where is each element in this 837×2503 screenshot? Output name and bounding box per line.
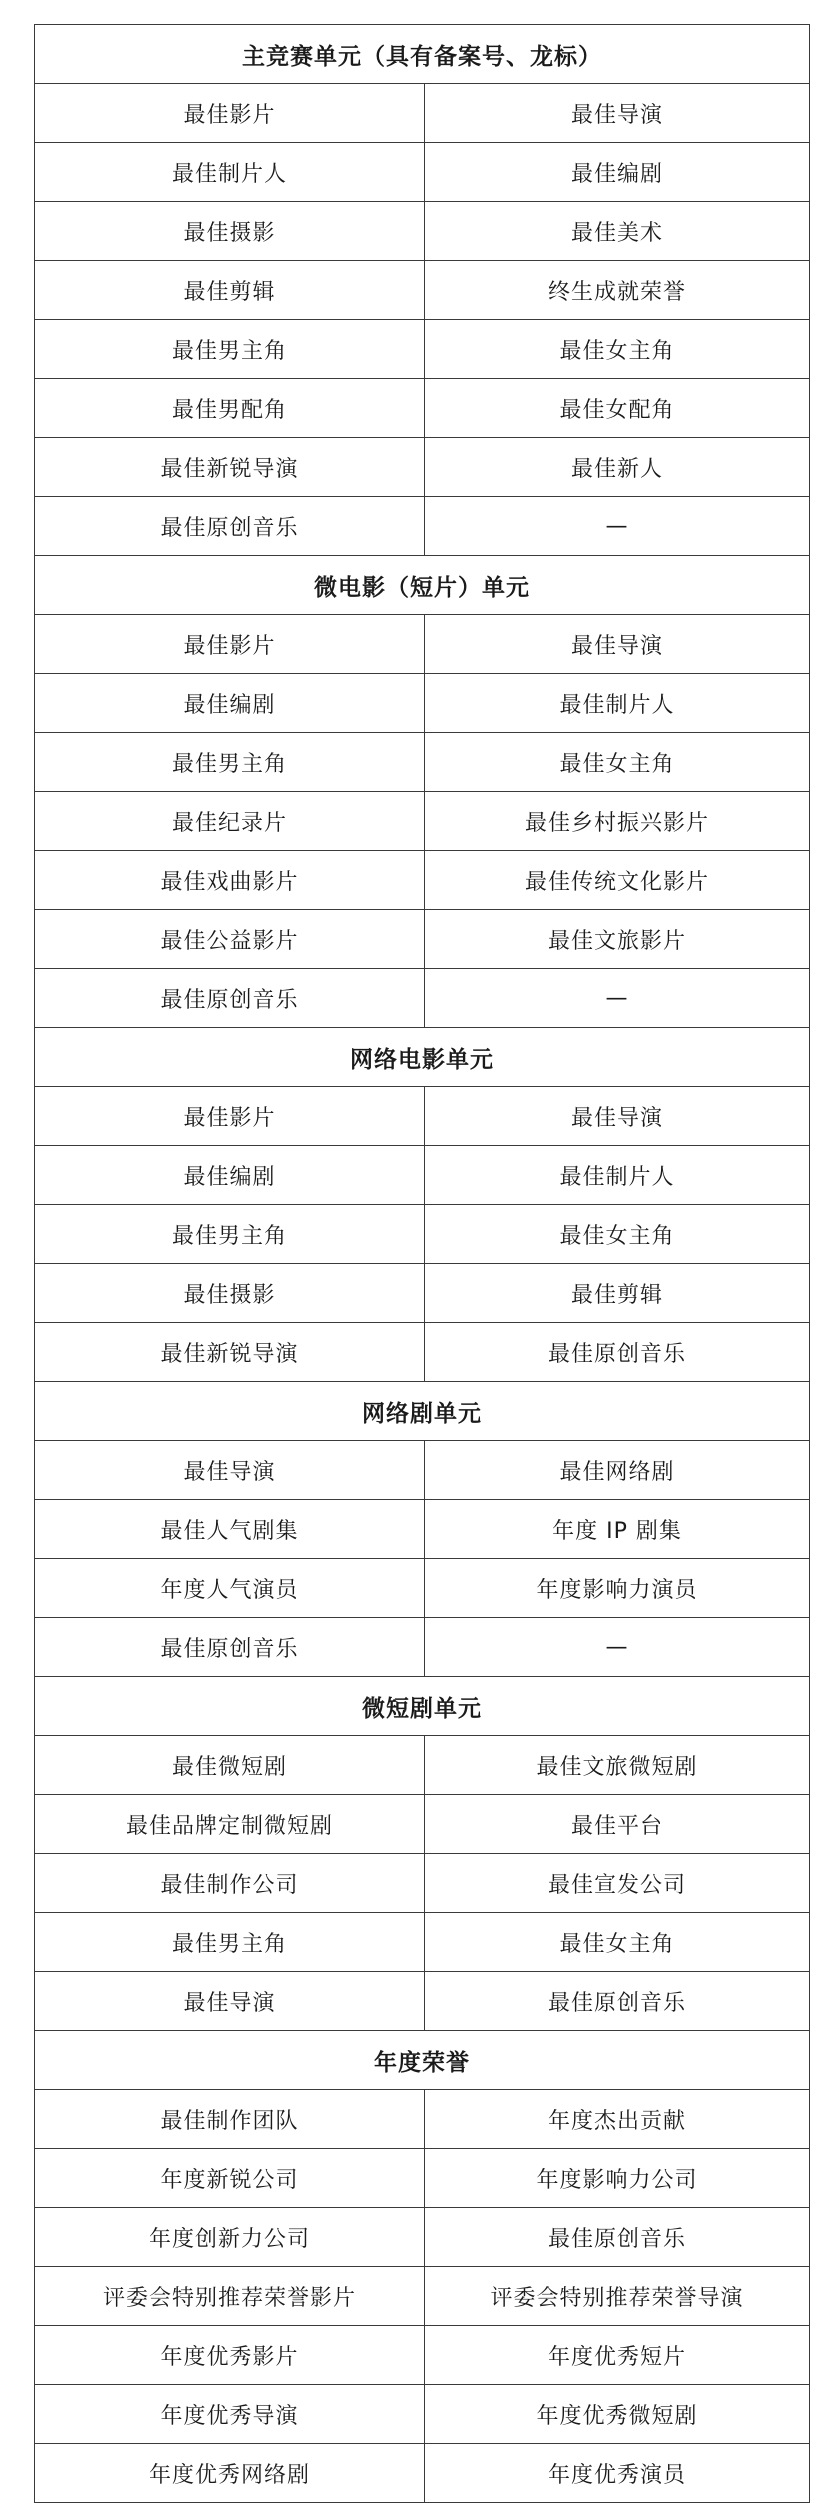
section-header-row <box>35 25 810 84</box>
award-name-right: 年度优秀微短剧 <box>425 2385 810 2444</box>
award-name-right: 年度杰出贡献 <box>425 2090 810 2149</box>
award-name-right: 年度影响力公司 <box>425 2149 810 2208</box>
award-name-left: 年度优秀网络剧 <box>35 2444 425 2503</box>
award-name-right: 最佳导演 <box>425 615 810 674</box>
award-name-left: 最佳新锐导演 <box>35 1323 425 1382</box>
award-row <box>35 1323 810 1382</box>
award-name-left: 最佳摄影 <box>35 202 425 261</box>
award-name-left: 最佳原创音乐 <box>35 497 425 556</box>
award-row <box>35 84 810 143</box>
award-name-right: 最佳制片人 <box>425 1146 810 1205</box>
awards-table <box>34 24 810 2503</box>
award-name-left: 最佳影片 <box>35 615 425 674</box>
award-name-left: 最佳男主角 <box>35 320 425 379</box>
award-name-right: 最佳导演 <box>425 84 810 143</box>
award-name-right: 最佳女主角 <box>425 320 810 379</box>
award-name-right: 最佳平台 <box>425 1795 810 1854</box>
award-name-left: 最佳制作团队 <box>35 2090 425 2149</box>
award-name-left: 最佳剪辑 <box>35 261 425 320</box>
award-row <box>35 143 810 202</box>
award-name-right: 最佳女主角 <box>425 733 810 792</box>
award-name-left: 年度新锐公司 <box>35 2149 425 2208</box>
award-name-right: 最佳宣发公司 <box>425 1854 810 1913</box>
award-name-right: 最佳乡村振兴影片 <box>425 792 810 851</box>
award-row <box>35 202 810 261</box>
award-row <box>35 969 810 1028</box>
award-name-left: 评委会特别推荐荣誉影片 <box>35 2267 425 2326</box>
award-name-left: 最佳原创音乐 <box>35 1618 425 1677</box>
award-row <box>35 1205 810 1264</box>
award-row <box>35 1972 810 2031</box>
award-name-right: 最佳原创音乐 <box>425 1972 810 2031</box>
award-name-left: 最佳男主角 <box>35 1205 425 1264</box>
award-name-right: 最佳导演 <box>425 1087 810 1146</box>
award-name-left: 最佳新锐导演 <box>35 438 425 497</box>
award-name-right: 最佳文旅影片 <box>425 910 810 969</box>
award-name-left: 最佳影片 <box>35 1087 425 1146</box>
award-name-right: 最佳传统文化影片 <box>425 851 810 910</box>
award-name-right: 最佳制片人 <box>425 674 810 733</box>
award-name-right: 年度 IP 剧集 <box>425 1500 810 1559</box>
award-row <box>35 851 810 910</box>
awards-table-body <box>35 25 810 2503</box>
award-name-right: 年度影响力演员 <box>425 1559 810 1618</box>
award-name-left: 年度创新力公司 <box>35 2208 425 2267</box>
award-name-left: 最佳公益影片 <box>35 910 425 969</box>
award-row <box>35 792 810 851</box>
award-name-right: 终生成就荣誉 <box>425 261 810 320</box>
award-row <box>35 1795 810 1854</box>
award-row <box>35 438 810 497</box>
award-row <box>35 1441 810 1500</box>
award-row <box>35 1559 810 1618</box>
award-row <box>35 2444 810 2503</box>
section-header-row <box>35 1028 810 1087</box>
award-row <box>35 1500 810 1559</box>
award-name-left: 最佳男主角 <box>35 1913 425 1972</box>
award-name-right: 最佳编剧 <box>425 143 810 202</box>
award-name-right: 最佳女主角 <box>425 1205 810 1264</box>
award-name-right: 最佳女配角 <box>425 379 810 438</box>
award-name-right: 最佳剪辑 <box>425 1264 810 1323</box>
award-row <box>35 379 810 438</box>
section-title: 网络剧单元 <box>35 1382 810 1441</box>
section-title: 主竞赛单元（具有备案号、龙标） <box>35 25 810 84</box>
award-row <box>35 2326 810 2385</box>
award-row <box>35 674 810 733</box>
award-name-right: 最佳美术 <box>425 202 810 261</box>
award-row <box>35 733 810 792</box>
section-header-row <box>35 1382 810 1441</box>
award-row <box>35 1264 810 1323</box>
award-name-left: 最佳影片 <box>35 84 425 143</box>
section-title: 微电影（短片）单元 <box>35 556 810 615</box>
award-row <box>35 615 810 674</box>
award-name-left: 最佳人气剧集 <box>35 1500 425 1559</box>
award-name-left: 最佳摄影 <box>35 1264 425 1323</box>
award-name-right: — <box>425 969 810 1028</box>
award-name-right: 最佳网络剧 <box>425 1441 810 1500</box>
award-name-right: — <box>425 497 810 556</box>
section-title: 微短剧单元 <box>35 1677 810 1736</box>
award-name-left: 年度人气演员 <box>35 1559 425 1618</box>
section-title: 年度荣誉 <box>35 2031 810 2090</box>
award-row <box>35 320 810 379</box>
section-header-row <box>35 2031 810 2090</box>
award-row <box>35 1854 810 1913</box>
award-name-left: 最佳制作公司 <box>35 1854 425 1913</box>
award-name-left: 最佳原创音乐 <box>35 969 425 1028</box>
award-row <box>35 1087 810 1146</box>
award-name-right: 最佳原创音乐 <box>425 1323 810 1382</box>
section-header-row <box>35 1677 810 1736</box>
award-row <box>35 2385 810 2444</box>
award-name-left: 最佳纪录片 <box>35 792 425 851</box>
award-row <box>35 2149 810 2208</box>
award-name-left: 最佳微短剧 <box>35 1736 425 1795</box>
award-name-left: 最佳戏曲影片 <box>35 851 425 910</box>
award-row <box>35 2208 810 2267</box>
section-header-row <box>35 556 810 615</box>
award-name-right: 最佳女主角 <box>425 1913 810 1972</box>
award-name-left: 年度优秀影片 <box>35 2326 425 2385</box>
award-row <box>35 261 810 320</box>
award-row <box>35 1913 810 1972</box>
award-name-left: 最佳男主角 <box>35 733 425 792</box>
award-row <box>35 2267 810 2326</box>
award-name-left: 年度优秀导演 <box>35 2385 425 2444</box>
award-name-right: — <box>425 1618 810 1677</box>
award-name-left: 最佳导演 <box>35 1972 425 2031</box>
award-name-left: 最佳编剧 <box>35 1146 425 1205</box>
award-row <box>35 910 810 969</box>
award-row <box>35 497 810 556</box>
award-name-right: 评委会特别推荐荣誉导演 <box>425 2267 810 2326</box>
award-row <box>35 2090 810 2149</box>
award-row <box>35 1618 810 1677</box>
award-name-left: 最佳制片人 <box>35 143 425 202</box>
award-name-right: 最佳文旅微短剧 <box>425 1736 810 1795</box>
award-name-left: 最佳编剧 <box>35 674 425 733</box>
award-name-left: 最佳品牌定制微短剧 <box>35 1795 425 1854</box>
award-row <box>35 1736 810 1795</box>
award-name-right: 最佳新人 <box>425 438 810 497</box>
award-name-left: 最佳男配角 <box>35 379 425 438</box>
award-row <box>35 1146 810 1205</box>
section-title: 网络电影单元 <box>35 1028 810 1087</box>
award-name-right: 年度优秀短片 <box>425 2326 810 2385</box>
award-name-left: 最佳导演 <box>35 1441 425 1500</box>
award-name-right: 最佳原创音乐 <box>425 2208 810 2267</box>
award-name-right: 年度优秀演员 <box>425 2444 810 2503</box>
